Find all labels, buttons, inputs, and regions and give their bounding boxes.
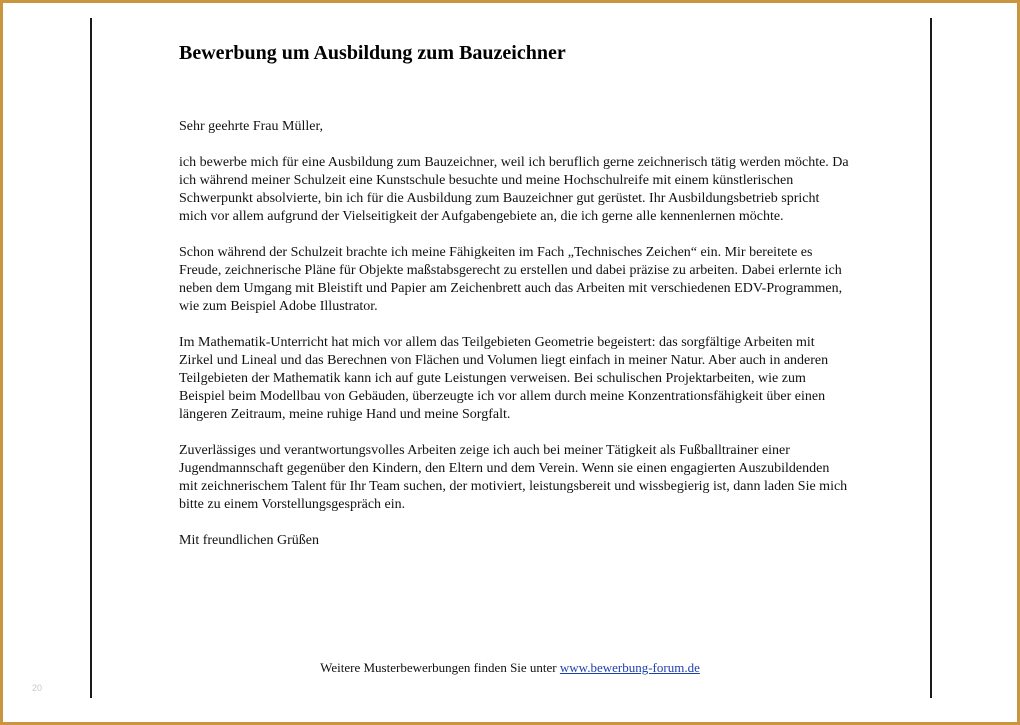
- paragraph-motivation: ich bewerbe mich für eine Ausbildung zum Bauzeichner, weil ich beruflich gerne zeichnerisch tätig werden möchte. Da ich während meiner Schulzeit eine Kunstschule besuchte und meine Hochschulreife mit einem künstlerischen Schwerpunkt absolvierte, bin ich für die Ausbildung zum Bauzeichner gut gerüstet. Ihr Ausbildungsbetrieb spricht mich vor allem aufgrund der Vielseitigkeit der Aufgabengebiete an, die ich gerne alle kennenlernen möchte.: [179, 155, 849, 224]
- footer-text: Weitere Musterbewerbungen finden Sie unter: [320, 660, 560, 675]
- footer-link[interactable]: www.bewerbung-forum.de: [559, 660, 700, 675]
- paragraph-reliability: Zuverlässiges und verantwortungsvolles Arbeiten zeige ich auch bei meiner Tätigkeit als Fußballtrainer einer Jugendmannschaft gegenüber den Kindern, den Eltern und dem Verein. Wenn sie einen engagierten Auszubildenden mit zeichnerischem Talent für Ihr Team suchen, der motiviert, leistungsbereit und wissbegierig ist, dann laden Sie mich bitte zu einem Vorstellungsgespräch ein.: [179, 443, 848, 512]
- paragraph-mathematics: Im Mathematik-Unterricht hat mich vor allem das Teilgebieten Geometrie begeistert: das sorgfältige Arbeiten mit Zirkel und Lineal und das Berechnen von Flächen und Volumen liegt einfach in meiner Natur. Aber auch in anderen Teilgebieten der Mathematik kann ich auf gute Leistungen verweisen. Bei schulischen Projektarbeiten, wie zum Beispiel beim Modellbau von Gebäuden, überzeugte ich vor allem durch meine Konzentrationsfähigkeit über einen längeren Zeitraum, meine ruhige Hand und meine Sorgfalt.: [179, 335, 829, 422]
- letter-body: [179, 40, 849, 550]
- left-margin-line: [90, 18, 92, 698]
- letter-title: Bewerbung um Ausbildung zum Bauzeichner: [179, 42, 566, 64]
- page-number: 20: [32, 683, 43, 693]
- salutation: Sehr geehrte Frau Müller,: [179, 119, 324, 134]
- closing: Mit freundlichen Grüßen: [179, 533, 319, 548]
- paragraph-technical-drawing: Schon während der Schulzeit brachte ich meine Fähigkeiten im Fach „Technisches Zeichen“ ein. Mir bereitete es Freude, zeichnerische Pläne für Objekte maßstabsgerecht zu erstellen und dabei präzise zu arbeiten. Dabei erlernte ich neben dem Umgang mit Bleistift und Papier am Zeichenbrett auch das Arbeiten mit verschiedenen EDV-Programmen, wie zum Beispiel Adobe Illustrator.: [179, 245, 843, 314]
- right-margin-line: [930, 18, 932, 698]
- footer: [90, 659, 930, 677]
